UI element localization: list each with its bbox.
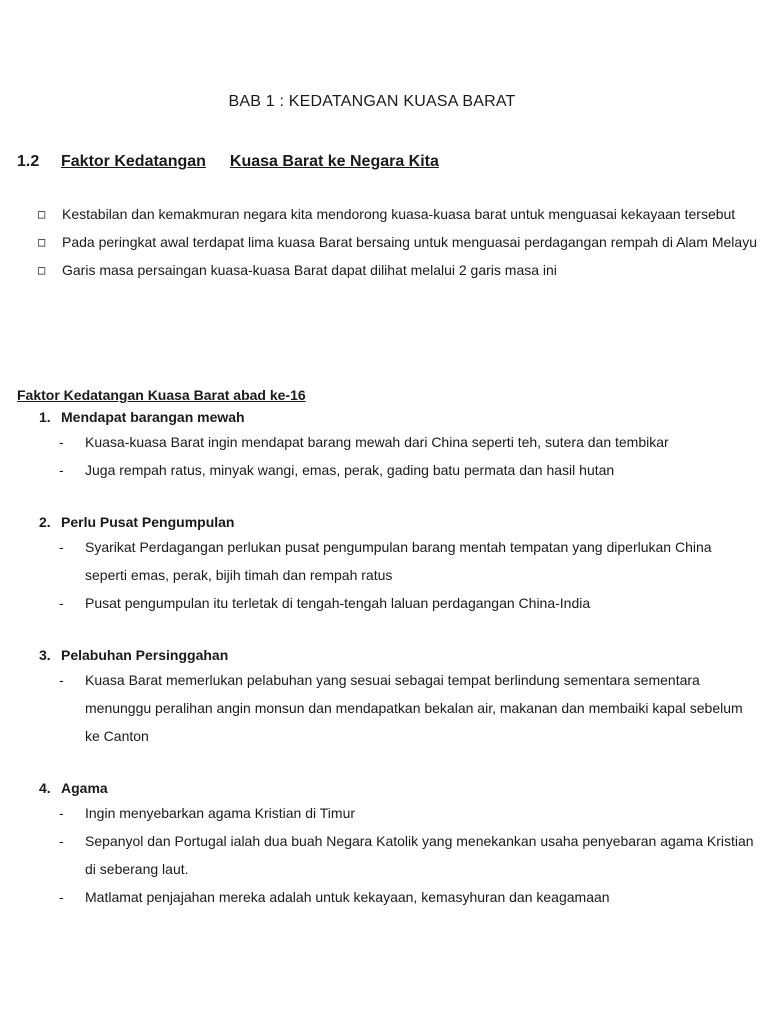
list-item [38, 200, 758, 228]
list-item [59, 827, 754, 883]
dash-marker: - [59, 805, 64, 821]
factor-heading [39, 644, 754, 666]
factor-number: 3. [39, 647, 51, 663]
dash-marker: - [59, 889, 64, 905]
section-heading-part1: Faktor Kedatangan [61, 153, 206, 170]
bullet-text: Kestabilan dan kemakmuran negara kita mendorong kuasa-kuasa barat untuk menguasai kekayaan tersebut [62, 206, 736, 222]
list-item [59, 428, 754, 456]
factor-title: Perlu Pusat Pengumpulan [61, 514, 235, 530]
factor-number: 1. [39, 409, 51, 425]
list-item [59, 533, 754, 589]
point-text: Pusat pengumpulan itu terletak di tengah-tengah laluan perdagangan China-India [85, 595, 591, 611]
factor-number: 4. [39, 780, 51, 796]
list-item [59, 883, 754, 911]
point-text: Ingin menyebarkan agama Kristian di Timur [85, 805, 356, 821]
dash-marker: - [59, 462, 64, 478]
dash-marker: - [59, 672, 64, 688]
section-heading-part2: Kuasa Barat ke Negara Kita [229, 153, 439, 170]
factor-heading [39, 406, 754, 428]
factor-item [39, 777, 754, 911]
factor-title: Pelabuhan Persinggahan [61, 647, 229, 663]
section-heading [17, 153, 439, 171]
bullet-text: Garis masa persaingan kuasa-kuasa Barat dapat dilihat melalui 2 garis masa ini [62, 262, 557, 278]
point-text: Kuasa-kuasa Barat ingin mendapat barang mewah dari China seperti teh, sutera dan tembikar [85, 434, 669, 450]
dash-marker: - [59, 595, 64, 611]
point-text: Juga rempah ratus, minyak wangi, emas, perak, gading batu permata dan hasil hutan [85, 462, 615, 478]
point-text: Sepanyol dan Portugal ialah dua buah Negara Katolik yang menekankan usaha penyebaran agama Kristian di seberang laut. [85, 833, 754, 877]
dash-marker: - [59, 539, 64, 555]
dash-marker: - [59, 434, 64, 450]
square-bullet-icon: □ [38, 207, 46, 221]
page-title: BAB 1 : KEDATANGAN KUASA BARAT [228, 93, 516, 110]
factor-item [39, 644, 754, 750]
list-item [59, 799, 754, 827]
square-bullet-icon: □ [38, 235, 46, 249]
factor-title: Agama [61, 780, 108, 796]
list-item [59, 666, 754, 750]
factor-item [39, 406, 754, 484]
factor-heading [39, 511, 754, 533]
factor-number: 2. [39, 514, 51, 530]
section-number: 1.2 [17, 153, 40, 170]
list-item [59, 456, 754, 484]
list-item [38, 228, 758, 256]
list-item [59, 589, 754, 617]
bullet-text: Pada peringkat awal terdapat lima kuasa Barat bersaing untuk menguasai perdagangan rempah di Alam Melayu [62, 234, 757, 250]
list-item [38, 256, 758, 284]
dash-marker: - [59, 833, 64, 849]
factor-heading [39, 777, 754, 799]
factor-item [39, 511, 754, 617]
factor-title: Mendapat barangan mewah [61, 409, 245, 425]
square-bullet-icon: □ [38, 263, 46, 277]
subsection-title: Faktor Kedatangan Kuasa Barat abad ke-16 [17, 387, 306, 403]
point-text: Matlamat penjajahan mereka adalah untuk kekayaan, kemasyhuran dan keagamaan [85, 889, 610, 905]
point-text: Syarikat Perdagangan perlukan pusat pengumpulan barang mentah tempatan yang diperlukan China seperti emas, perak, bijih timah dan rempah ratus [85, 539, 712, 583]
bullet-list [38, 200, 758, 284]
point-text: Kuasa Barat memerlukan pelabuhan yang sesuai sebagai tempat berlindung sementara sementara menunggu peralihan angin monsun dan mendapatkan bekalan air, makanan dan membaiki kapal sebelum ke Canton [85, 672, 743, 744]
factor-list [39, 406, 754, 938]
